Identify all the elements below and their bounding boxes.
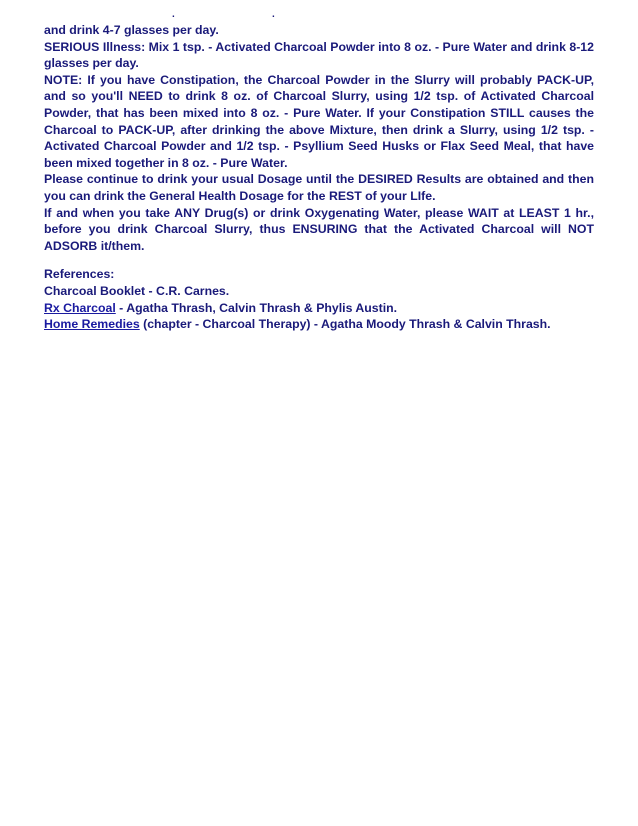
references-section (44, 266, 594, 332)
document-page (44, 0, 594, 333)
rx-charcoal-link[interactable]: Rx Charcoal (44, 300, 116, 315)
cut-off-line-fragment (44, 0, 594, 22)
cut-off-mark: . (272, 9, 275, 20)
reference-text: (chapter - Charcoal Therapy) - Agatha Moody Thrash & Calvin Thrash. (139, 317, 551, 332)
reference-item (44, 283, 594, 300)
references-heading: References: (44, 267, 115, 282)
reference-item (44, 300, 594, 317)
continue-dosage-note: Please continue to drink your usual Dosage until the DESIRED Results are obtained and then you can drink the General Health Dosage for the REST of your LIfe. (44, 172, 594, 203)
cut-off-mark: . (172, 9, 175, 20)
reference-text: - Agatha Thrash, Calvin Thrash & Phylis Austin. (115, 300, 398, 315)
constipation-note: NOTE: If you have Constipation, the Charcoal Powder in the Slurry will probably PACK-UP, and so you'll NEED to drink 8 oz. of Charcoal Slurry, using 1/2 tsp. of Activated Charcoal Powder, that has been mixed into 8 oz. - Pure Water. If your Constipation STILL causes the Charcoal to PACK-UP, after drinking the above Mixture, then drink a Slurry, using 1/2 tsp. - Activated Charcoal Powder and 1/2 tsp. - Psyllium Seed Husks or Flax Seed Meal, that have been mixed together in 8 oz. - Pure Water. (44, 72, 594, 170)
home-remedies-link[interactable]: Home Remedies (44, 317, 140, 332)
dosage-continuation: and drink 4-7 glasses per day. (44, 23, 219, 37)
serious-illness-dosage: SERIOUS Illness: Mix 1 tsp. - Activated Charcoal Powder into 8 oz. - Pure Water and drink 8-12 glasses per day. (44, 39, 594, 71)
drug-timing-note: If and when you take ANY Drug(s) or drink Oxygenating Water, please WAIT at LEAST 1 hr., before you drink Charcoal Slurry, thus ENSURING that the Activated Charcoal will NOT ADSORB it/them. (44, 205, 594, 253)
reference-text: Charcoal Booklet - C.R. Carnes. (44, 283, 230, 298)
reference-item (44, 316, 594, 333)
